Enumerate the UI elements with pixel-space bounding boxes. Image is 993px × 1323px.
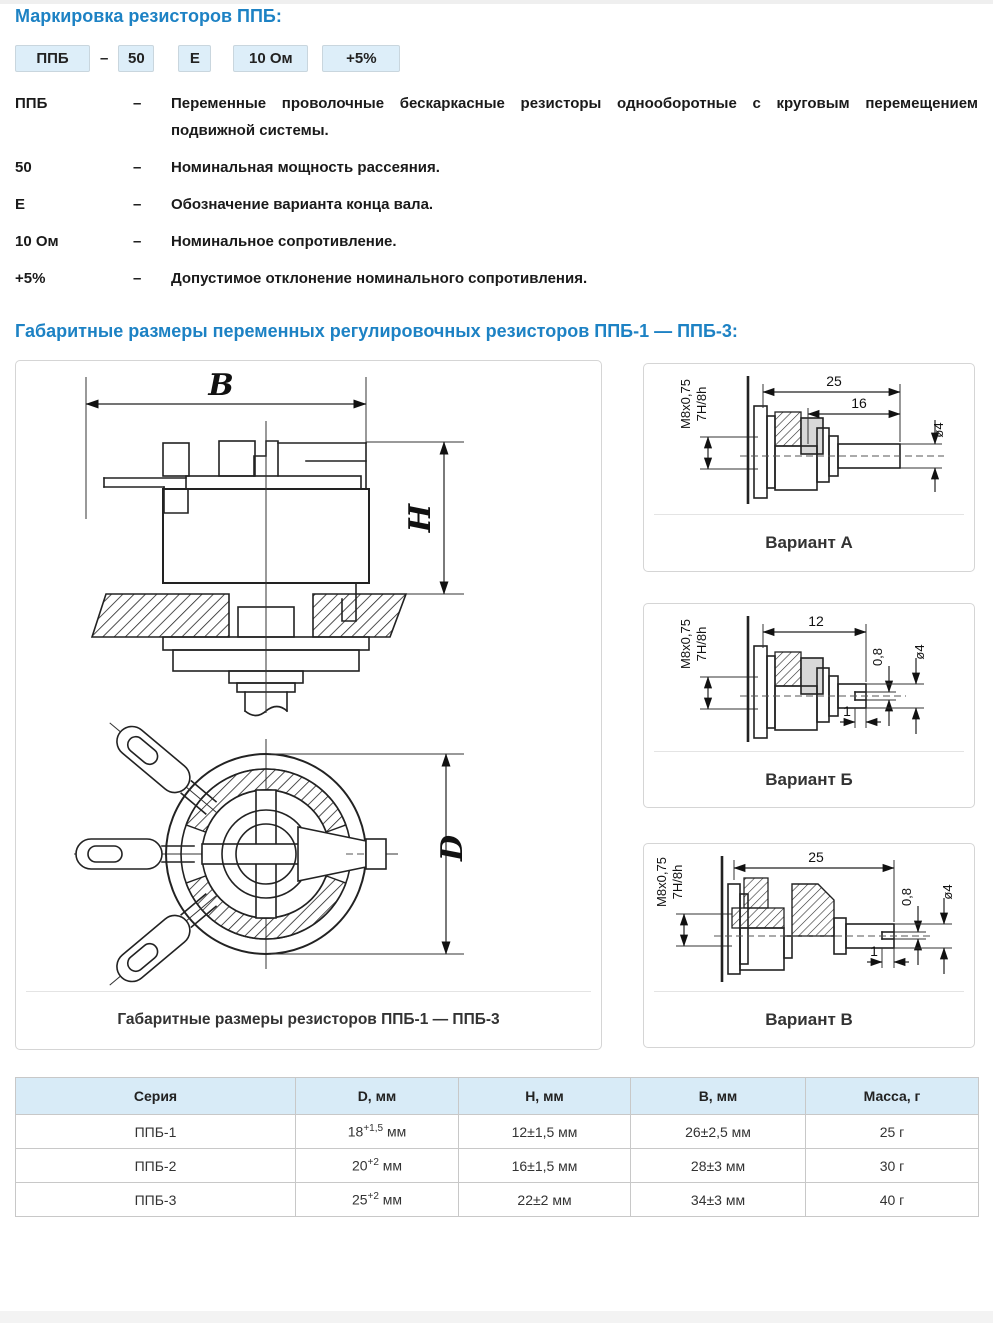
definitions-list — [15, 90, 978, 302]
dim-total-label: 12 — [808, 613, 824, 629]
marking-part-tolerance: +5% — [322, 45, 400, 72]
definition-item — [15, 265, 978, 292]
definition-text: Обозначение варианта конца вала. — [171, 196, 434, 213]
marking-part-power: 50 — [118, 45, 154, 72]
col-header-mass: Масса, г — [806, 1078, 979, 1115]
dimensions-table — [15, 1077, 979, 1217]
resistor-dimension-drawing — [16, 361, 601, 991]
dim-slot-width-label: 0,8 — [899, 887, 914, 907]
thread-label: М8х0,75 — [678, 379, 693, 429]
definition-dash: – — [133, 196, 142, 213]
variant-b-caption: Вариант Б — [765, 770, 853, 789]
col-header-series: Серия — [16, 1078, 296, 1115]
d-value: 18 — [347, 1123, 364, 1140]
cell-h: 22±2 мм — [459, 1183, 631, 1217]
d-unit: мм — [378, 1157, 403, 1174]
thread-tolerance-label: 7H/8h — [670, 864, 685, 900]
marking-part-series: ППБ — [15, 45, 90, 72]
definition-term: 10 Ом — [15, 233, 59, 250]
cell-mass: 30 г — [806, 1149, 979, 1183]
d-tolerance: +2 — [367, 1191, 379, 1203]
cell-b: 28±3 мм — [631, 1149, 806, 1183]
table-header-row — [16, 1078, 979, 1115]
dim-label-h: H — [403, 503, 438, 533]
shaft-variant-b-drawing — [644, 604, 974, 751]
cell-mass: 40 г — [806, 1183, 979, 1217]
marking-part-resistance: 10 Ом — [233, 45, 308, 72]
dim-total-label: 25 — [808, 849, 824, 865]
d-value: 25 — [351, 1191, 368, 1208]
definition-term: +5% — [15, 270, 46, 287]
dim-label-d: D — [435, 834, 470, 862]
table-row — [16, 1149, 979, 1183]
thread-tolerance-label: 7H/8h — [694, 386, 709, 422]
table-row — [16, 1183, 979, 1217]
definition-text: Номинальная мощность рассеяния. — [171, 159, 440, 176]
d-tolerance: +2 — [367, 1157, 379, 1169]
definition-text: Допустимое отклонение номинального сопротивления. — [171, 270, 588, 287]
definition-term: ППБ — [15, 95, 48, 112]
definition-text: Переменные проволочные бескаркасные резисторы однооборотные с круговым перемещением подвижной системы. — [171, 95, 978, 139]
table-row — [16, 1115, 979, 1149]
figure-main-drawing — [15, 360, 602, 1050]
marking-part-shaft: Е — [178, 45, 211, 72]
cell-series: ППБ-2 — [16, 1149, 296, 1183]
dim-diameter-label: ø4 — [931, 422, 946, 438]
definition-item — [15, 191, 978, 218]
definition-text: Номинальное сопротивление. — [171, 233, 397, 250]
definition-dash: – — [133, 159, 142, 176]
cell-h: 16±1,5 мм — [459, 1149, 631, 1183]
shaft-variant-v-drawing — [644, 844, 974, 991]
marking-code-row — [15, 45, 400, 72]
definition-item — [15, 154, 978, 181]
definition-term: 50 — [15, 159, 32, 176]
definition-item — [15, 228, 978, 255]
dim-slot-depth-label: 1 — [843, 703, 851, 719]
dim-slot-width-label: 0,8 — [870, 647, 885, 667]
cell-series: ППБ-1 — [16, 1115, 296, 1149]
d-value: 20 — [351, 1157, 368, 1174]
heading-marking: Маркировка резисторов ППБ: — [15, 6, 282, 26]
d-unit: мм — [383, 1123, 407, 1140]
definition-dash: – — [133, 95, 142, 112]
figure-variant-a — [643, 363, 975, 572]
cell-mass: 25 г — [806, 1115, 979, 1149]
heading-dimensions: Габаритные размеры переменных регулировочных резисторов ППБ-1 — ППБ-3: — [15, 321, 738, 341]
cell-d — [296, 1115, 459, 1149]
dim-diameter-label: ø4 — [912, 644, 927, 660]
figure-variant-b — [643, 603, 975, 808]
cell-b: 26±2,5 мм — [631, 1115, 806, 1149]
marking-separator: – — [100, 50, 109, 67]
cell-h: 12±1,5 мм — [459, 1115, 631, 1149]
thread-tolerance-label: 7H/8h — [694, 626, 709, 662]
definition-item — [15, 90, 978, 144]
dim-slot-depth-label: 1 — [870, 943, 878, 959]
shaft-variant-a-drawing — [644, 364, 974, 514]
figure-variant-v — [643, 843, 975, 1048]
col-header-b: B, мм — [631, 1078, 806, 1115]
col-header-h: H, мм — [459, 1078, 631, 1115]
d-unit: мм — [378, 1191, 403, 1208]
cell-d — [296, 1183, 459, 1217]
cell-b: 34±3 мм — [631, 1183, 806, 1217]
dim-total-label: 25 — [826, 373, 842, 389]
cell-series: ППБ-3 — [16, 1183, 296, 1217]
dim-free-label: 16 — [851, 395, 867, 411]
variant-v-caption: Вариант В — [765, 1010, 853, 1029]
page-edge-bottom — [0, 1311, 993, 1323]
cell-d — [296, 1149, 459, 1183]
dim-label-b: B — [208, 368, 234, 403]
definition-dash: – — [133, 270, 142, 287]
definition-term: Е — [15, 196, 26, 213]
d-tolerance: +1,5 — [363, 1123, 384, 1135]
variant-a-caption: Вариант А — [765, 533, 853, 552]
figure-main-caption: Габаритные размеры резисторов ППБ-1 — ППБ-3 — [117, 1011, 500, 1028]
thread-label: М8х0,75 — [678, 619, 693, 669]
thread-label: М8х0,75 — [654, 857, 669, 907]
page-edge-top — [0, 0, 993, 4]
definition-dash: – — [133, 233, 142, 250]
col-header-d: D, мм — [296, 1078, 459, 1115]
dim-diameter-label: ø4 — [940, 884, 955, 900]
